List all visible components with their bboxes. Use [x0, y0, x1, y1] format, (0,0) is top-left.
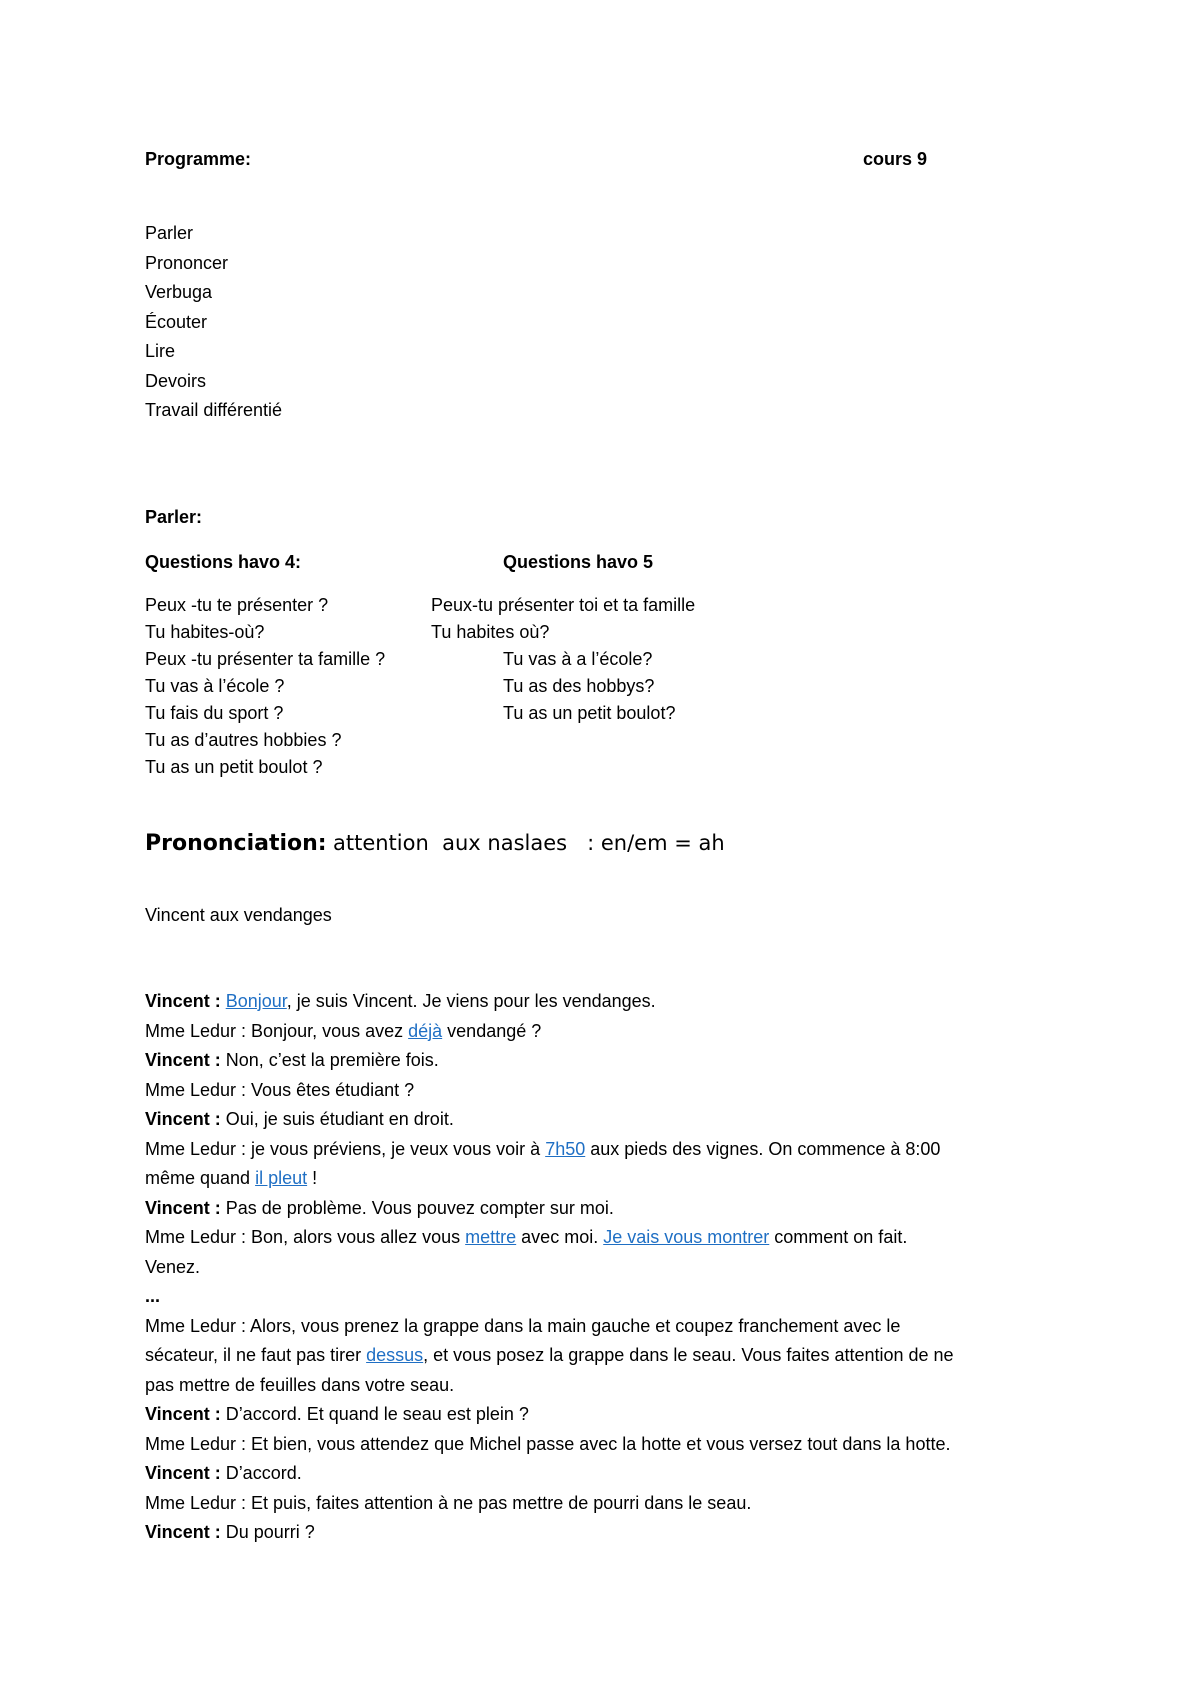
program-list	[145, 219, 282, 426]
program-item: Lire	[145, 341, 176, 361]
programme-label: Programme:	[145, 149, 252, 169]
program-item: Verbuga	[145, 282, 213, 302]
havo4-question: Peux -tu présenter ta famille ?	[145, 649, 386, 669]
dialogue-line	[145, 1341, 1065, 1371]
line-text: Venez.	[145, 1256, 201, 1277]
line-text: Mme Ledur : Et puis, faites attention à ne pas mettre de pourri dans le seau.	[145, 1492, 752, 1513]
program-item: Écouter	[145, 311, 208, 332]
line-text: vendangé ?	[442, 1020, 542, 1041]
dialogue-line	[145, 1282, 1065, 1312]
ellipsis: ...	[145, 1286, 161, 1306]
havo5-questions-b	[503, 646, 675, 727]
link-il-pleut[interactable]: il pleut	[255, 1168, 308, 1188]
havo4-question: Peux -tu te présenter ?	[145, 595, 329, 615]
havo5-question: Tu vas à a l’école?	[503, 649, 653, 669]
line-text: comment on fait.	[769, 1227, 908, 1247]
line-text: pas mettre de feuilles dans votre seau.	[145, 1374, 455, 1395]
speaker-vincent: Vincent :	[145, 1463, 221, 1483]
havo4-questions	[145, 592, 385, 781]
line-text: Mme Ledur : Vous êtes étudiant ?	[145, 1079, 415, 1100]
program-item: Prononcer	[145, 252, 229, 273]
dialogue-line	[145, 1076, 1065, 1106]
dialogue-line	[145, 1371, 1065, 1401]
line-text: , et vous posez la grappe dans le seau. Vous faites attention de ne	[423, 1345, 954, 1365]
havo5-title: Questions havo 5	[503, 552, 654, 572]
havo4-question: Tu as un petit boulot ?	[145, 757, 323, 777]
line-text: même quand	[145, 1168, 256, 1188]
havo5-question: Peux-tu présenter toi et ta famille	[431, 595, 696, 615]
speaker-vincent: Vincent :	[145, 1197, 221, 1218]
link-7h50[interactable]: 7h50	[545, 1138, 586, 1159]
link-dessus[interactable]: dessus	[366, 1345, 424, 1365]
parler-heading: Parler:	[145, 507, 203, 527]
dialogue-line	[145, 1135, 1065, 1165]
line-text: avec moi.	[516, 1227, 604, 1247]
program-item: Parler	[145, 223, 194, 243]
line-text: Mme Ledur : Bon, alors vous allez vous	[145, 1227, 466, 1247]
program-item: Travail différentié	[145, 400, 283, 420]
line-text: Du pourri ?	[220, 1522, 315, 1542]
line-text: Mme Ledur : je vous préviens, je veux vous voir à	[145, 1138, 546, 1159]
speaker-vincent: Vincent :	[145, 1050, 221, 1070]
dialogue-line	[145, 1459, 1065, 1489]
dialogue-line	[145, 1312, 1065, 1342]
link-deja[interactable]: déjà	[408, 1020, 443, 1041]
line-text: Non, c’est la première fois.	[220, 1050, 439, 1070]
dialogue-line	[145, 1046, 1065, 1076]
havo4-question: Tu habites-où?	[145, 622, 265, 642]
line-text: Mme Ledur : Et bien, vous attendez que Michel passe avec la hotte et vous versez tout dans la hotte.	[145, 1433, 951, 1454]
havo5-question: Tu as des hobbys?	[503, 676, 655, 696]
speaker-vincent: Vincent :	[145, 1404, 221, 1424]
link-mettre[interactable]: mettre	[465, 1227, 517, 1247]
line-text: Mme Ledur : Bonjour, vous avez	[145, 1020, 409, 1041]
havo4-question: Tu vas à l’école ?	[145, 676, 285, 696]
prononciation-line	[145, 828, 725, 858]
dialogue-line	[145, 1194, 1065, 1224]
dialogue-line	[145, 1430, 1065, 1460]
dialogue	[145, 987, 1065, 1548]
story-title: Vincent aux vendanges	[145, 905, 332, 925]
prononciation-rule: attention aux naslaes : en/em = ah	[332, 831, 725, 855]
link-je-vais-vous-montrer[interactable]: Je vais vous montrer	[603, 1227, 770, 1247]
dialogue-line	[145, 1105, 1065, 1135]
dialogue-line	[145, 1518, 1065, 1548]
line-text: , je suis Vincent. Je viens pour les vendanges.	[286, 991, 656, 1011]
havo4-title: Questions havo 4:	[145, 552, 302, 572]
havo5-questions-a	[431, 592, 695, 646]
line-text: Oui, je suis étudiant en droit.	[220, 1109, 454, 1129]
speaker-vincent: Vincent :	[145, 1109, 221, 1129]
dialogue-line	[145, 1253, 1065, 1283]
course-number: cours 9	[863, 149, 928, 169]
dialogue-line	[145, 1223, 1065, 1253]
dialogue-line	[145, 1164, 1065, 1194]
dialogue-line	[145, 1017, 1065, 1047]
dialogue-line	[145, 987, 1065, 1017]
line-text: Pas de problème. Vous pouvez compter sur moi.	[220, 1197, 614, 1218]
line-text: Mme Ledur : Alors, vous prenez la grappe dans la main gauche et coupez franchement avec le	[145, 1315, 901, 1336]
program-item: Devoirs	[145, 370, 207, 391]
speaker-vincent: Vincent :	[145, 1522, 221, 1542]
prononciation-label: Prononciation:	[145, 831, 327, 856]
havo4-question: Tu as d’autres hobbies ?	[145, 730, 342, 750]
havo4-question: Tu fais du sport ?	[145, 703, 284, 723]
speaker-vincent: Vincent :	[145, 991, 221, 1011]
line-text: aux pieds des vignes. On commence à 8:00	[585, 1138, 941, 1159]
line-text: D’accord.	[220, 1463, 302, 1483]
dialogue-line	[145, 1400, 1065, 1430]
link-bonjour[interactable]: Bonjour	[225, 991, 287, 1011]
line-text: sécateur, il ne faut pas tirer	[145, 1345, 367, 1365]
havo5-question: Tu as un petit boulot?	[503, 703, 676, 723]
line-text: D’accord. Et quand le seau est plein ?	[220, 1404, 529, 1424]
dialogue-line	[145, 1489, 1065, 1519]
havo5-question: Tu habites où?	[431, 622, 550, 642]
line-text: !	[307, 1168, 318, 1188]
